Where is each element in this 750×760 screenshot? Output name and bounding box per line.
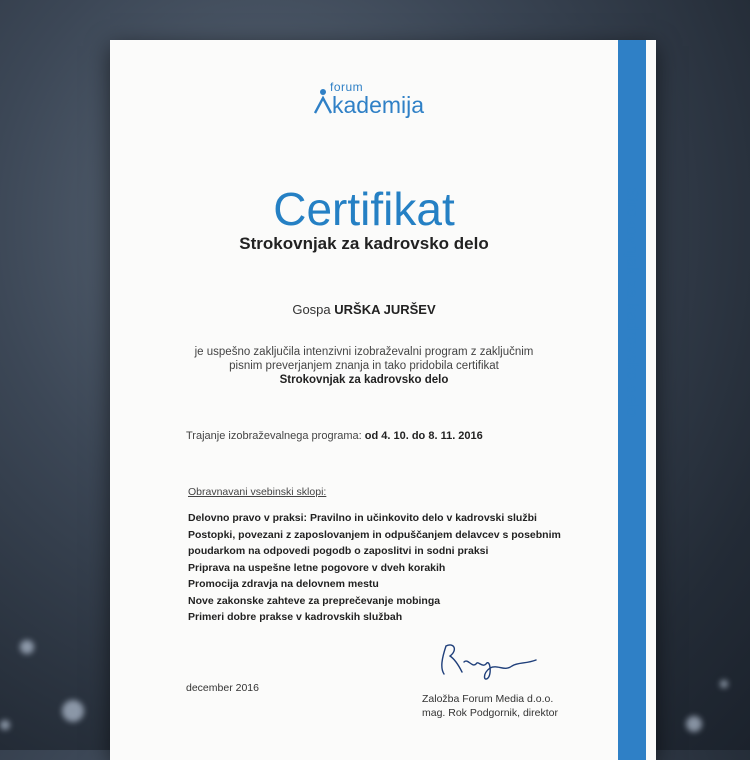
- background-light: [0, 720, 10, 730]
- recipient-salutation: Gospa: [292, 302, 331, 317]
- background-light: [62, 700, 84, 722]
- certificate-title: Certifikat: [273, 183, 455, 235]
- publisher-company: Založba Forum Media d.o.o.: [422, 693, 554, 705]
- description-certificate-name: Strokovnjak za kadrovsko delo: [279, 374, 449, 386]
- background-light: [686, 716, 702, 732]
- recipient-name: URŠKA JURŠEV: [334, 302, 436, 317]
- background-light: [720, 680, 728, 688]
- publisher-director: mag. Rok Podgornik, direktor: [422, 707, 558, 719]
- description-line-1: je uspešno zaključila intenzivni izobraževalni program z zaključnim: [194, 346, 534, 358]
- recipient-line: [110, 302, 618, 317]
- forum-akademija-logo: [314, 80, 454, 124]
- certificate-subtitle: Strokovnjak za kadrovsko delo: [239, 234, 489, 253]
- side-bar-text: Strokovnjak za kadrovsko delo: [623, 186, 642, 418]
- topic-item: Nove zakonske zahteve za preprečevanje mobinga: [188, 594, 441, 607]
- program-duration: [186, 430, 483, 442]
- signature-icon: [432, 638, 542, 684]
- description-line-2: pisnim preverjanjem znanja in tako pridobila certifikat: [229, 360, 499, 372]
- topic-item: Promocija zdravja na delovnem mestu: [188, 578, 379, 590]
- logo-small-text: forum: [330, 80, 364, 94]
- logo-mark-icon: [314, 88, 332, 114]
- topics-list: [188, 510, 598, 626]
- topic-item: Primeri dobre prakse v kadrovskih službah: [188, 611, 403, 623]
- topic-item: Delovno pravo v praksi: Pravilno in učinkovito delo v kadrovski službi: [188, 512, 537, 524]
- logo-big-text: kademija: [332, 92, 425, 118]
- topic-item: Priprava na uspešne letne pogovore v dveh korakih: [188, 561, 446, 574]
- background-light: [20, 640, 34, 654]
- topic-item: Postopki, povezani z zaposlovanjem in odpuščanjem delavcev s posebnim: [188, 528, 561, 541]
- publisher-block: [422, 692, 558, 720]
- certificate-paper: [110, 40, 656, 760]
- topic-item: poudarkom na odpovedi pogodb o zaposlitvi in sodni praksi: [188, 545, 489, 557]
- topics-heading: Obravnavani vsebinski sklopi:: [188, 486, 327, 498]
- duration-label: Trajanje izobraževalnega programa:: [186, 430, 362, 442]
- issue-date: december 2016: [186, 682, 259, 694]
- description: [110, 345, 618, 387]
- duration-value: od 4. 10. do 8. 11. 2016: [364, 430, 483, 442]
